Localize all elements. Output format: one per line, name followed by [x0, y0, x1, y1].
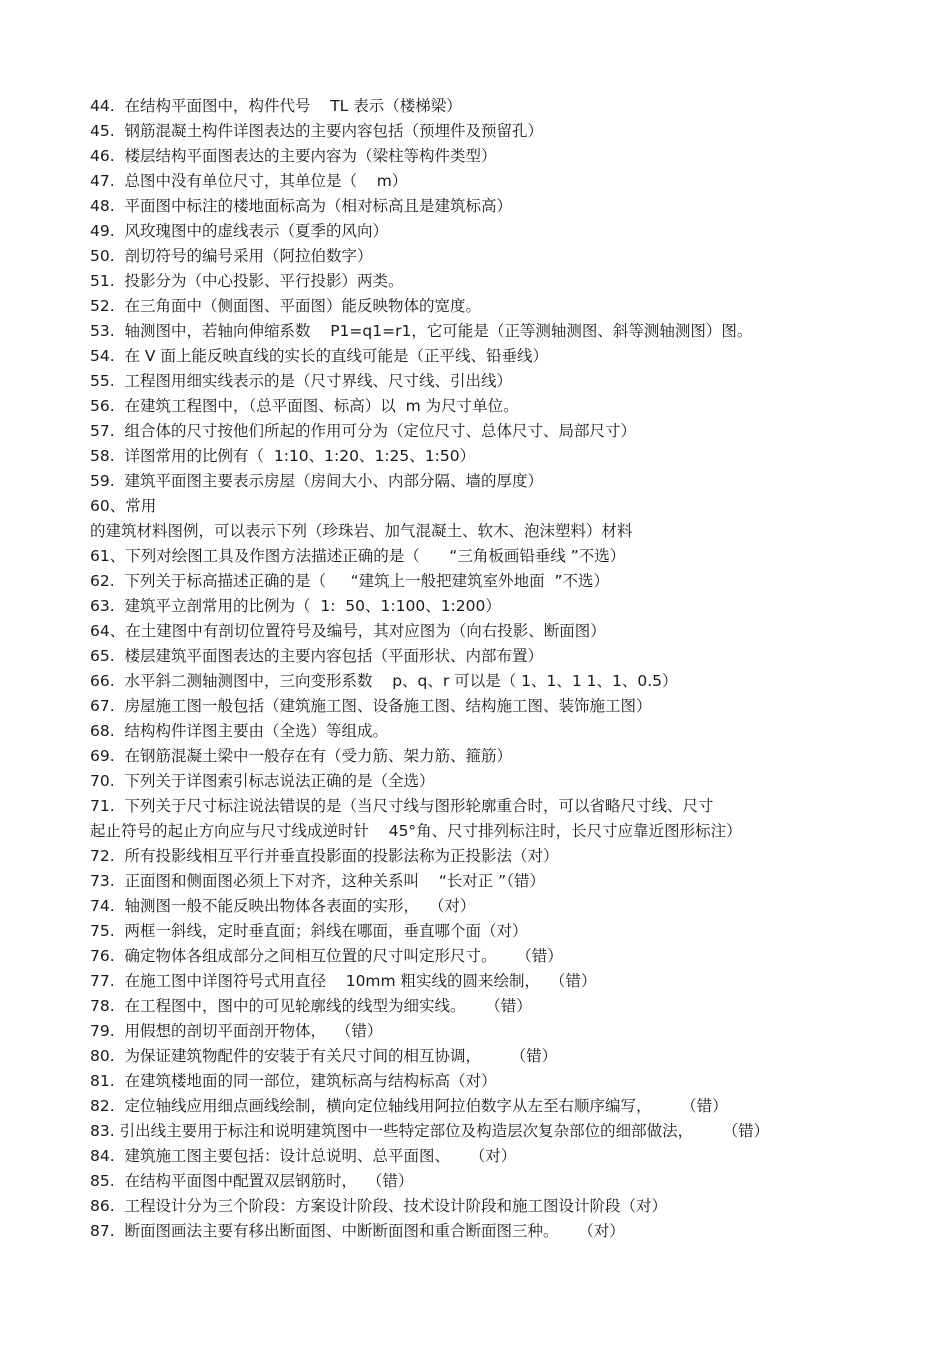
- text-line-74: 74. 轴测图一般不能反映出物体各表面的实形， （对）: [90, 897, 476, 915]
- text-line-52: 52. 在三角面中（侧面图、平面图）能反映物体的宽度。: [90, 297, 482, 315]
- text-line-54: 54. 在 V 面上能反映直线的实长的直线可能是（正平线、铅垂线）: [90, 347, 548, 365]
- text-line-49: 49. 风玫瑰图中的虚线表示（夏季的风向）: [90, 222, 389, 240]
- text-line-56: 56. 在建筑工程图中，（总平面图、标高）以 m 为尺寸单位。: [90, 397, 519, 415]
- text-line-86: 86. 工程设计分为三个阶段：方案设计阶段、技术设计阶段和施工图设计阶段（对）: [90, 1197, 668, 1215]
- text-line-83: 83. 引出线主要用于标注和说明建筑图中一些特定部位及构造层次复杂部位的细部做法， （错）: [90, 1122, 770, 1140]
- text-line-64: 64、在土建图中有剖切位置符号及编号，其对应图为（向右投影、断面图）: [90, 622, 606, 640]
- text-line-44: 44. 在结构平面图中，构件代号 TL 表示（楼梯梁）: [90, 97, 462, 115]
- text-line-63: 63. 建筑平立剖常用的比例为（ 1: 50、1:100、1:200）: [90, 597, 501, 615]
- text-line-47: 47. 总图中没有单位尺寸，其单位是（ m）: [90, 172, 408, 190]
- document-body: [90, 94, 870, 1244]
- text-line-87: 87. 断面图画法主要有移出断面图、中断断面图和重合断面图三种。 （对）: [90, 1222, 625, 1240]
- text-line-76: 76. 确定物体各组成部分之间相互位置的尺寸叫定形尺寸。 （错）: [90, 947, 563, 965]
- text-line-85: 85. 在结构平面图中配置双层钢筋时， （错）: [90, 1172, 414, 1190]
- text-line-58: 58. 详图常用的比例有（ 1:10、1:20、1:25、1:50）: [90, 447, 476, 465]
- text-line-72: 72. 所有投影线相互平行并垂直投影面的投影法称为正投影法（对）: [90, 847, 559, 865]
- text-line-77: 77. 在施工图中详图符号式用直径 10mm 粗实线的圆来绘制， （错）: [90, 972, 597, 990]
- text-line-82: 82. 定位轴线应用细点画线绘制，横向定位轴线用阿拉伯数字从左至右顺序编写， （错）: [90, 1097, 728, 1115]
- text-line-62: 62. 下列关于标高描述正确的是（ “建筑上一般把建筑室外地面 ”不选）: [90, 572, 610, 590]
- text-line-59: 59. 建筑平面图主要表示房屋（房间大小、内部分隔、墙的厚度）: [90, 472, 544, 490]
- text-line-65: 65. 楼层建筑平面图表达的主要内容包括（平面形状、内部布置）: [90, 647, 544, 665]
- text-line-84: 84. 建筑施工图主要包括：设计总说明、总平面图、 （对）: [90, 1147, 517, 1165]
- text-line-60: 60、常用: [90, 497, 157, 515]
- text-line-48: 48. 平面图中标注的楼地面标高为（相对标高且是建筑标高）: [90, 197, 513, 215]
- text-line-70: 70. 下列关于详图索引标志说法正确的是（全选）: [90, 772, 435, 790]
- text-line-55: 55. 工程图用细实线表示的是（尺寸界线、尺寸线、引出线）: [90, 372, 513, 390]
- text-line-80: 80. 为保证建筑物配件的安装于有关尺寸间的相互协调， （错）: [90, 1047, 558, 1065]
- text-line-66: 66. 水平斜二测轴测图中，三向变形系数 p、q、r 可以是（ 1、1、1 1、1、0.5）: [90, 672, 678, 690]
- text-line-61: 61、下列对绘图工具及作图方法描述正确的是（ “三角板画铅垂线 ”不选）: [90, 547, 626, 565]
- text-line-45: 45. 钢筋混凝土构件详图表达的主要内容包括（预埋件及预留孔）: [90, 122, 544, 140]
- text-line-57: 57. 组合体的尺寸按他们所起的作用可分为（定位尺寸、总体尺寸、局部尺寸）: [90, 422, 637, 440]
- text-line-73: 73. 正面图和侧面图必须上下对齐，这种关系叫 “长对正 ”（错）: [90, 872, 545, 890]
- text-line-67: 67. 房屋施工图一般包括（建筑施工图、设备施工图、结构施工图、装饰施工图）: [90, 697, 652, 715]
- text-line-78: 78. 在工程图中，图中的可见轮廓线的线型为细实线。 （错）: [90, 997, 532, 1015]
- text-line-51: 51. 投影分为（中心投影、平行投影）两类。: [90, 272, 404, 290]
- text-line-79: 79. 用假想的剖切平面剖开物体， （错）: [90, 1022, 383, 1040]
- text-line-71: 71. 下列关于尺寸标注说法错误的是（当尺寸线与图形轮廓重合时，可以省略尺寸线、尺寸: [90, 797, 714, 815]
- text-line-68: 68. 结构构件详图主要由（全选）等组成。: [90, 722, 389, 740]
- text-line-50: 50. 剖切符号的编号采用（阿拉伯数字）: [90, 247, 373, 265]
- text-line-46: 46. 楼层结构平面图表达的主要内容为（梁柱等构件类型）: [90, 147, 497, 165]
- text-line-69: 69. 在钢筋混凝土梁中一般存在有（受力筋、架力筋、箍筋）: [90, 747, 513, 765]
- text-line-75: 75. 两框一斜线，定时垂直面；斜线在哪面，垂直哪个面（对）: [90, 922, 528, 940]
- text-line-81: 81. 在建筑楼地面的同一部位，建筑标高与结构标高（对）: [90, 1072, 497, 1090]
- text-line-71-cont: 起止符号的起止方向应与尺寸线成逆时针 45°角、尺寸排列标注时，长尺寸应靠近图形标注）: [90, 822, 742, 840]
- text-line-53: 53. 轴测图中，若轴向伸缩系数 P1=q1=r1，它可能是（正等测轴测图、斜等测轴测图）图。: [90, 322, 753, 340]
- text-line-60-cont: 的建筑材料图例，可以表示下列（珍珠岩、加气混凝土、软木、泡沫塑料）材料: [90, 522, 633, 540]
